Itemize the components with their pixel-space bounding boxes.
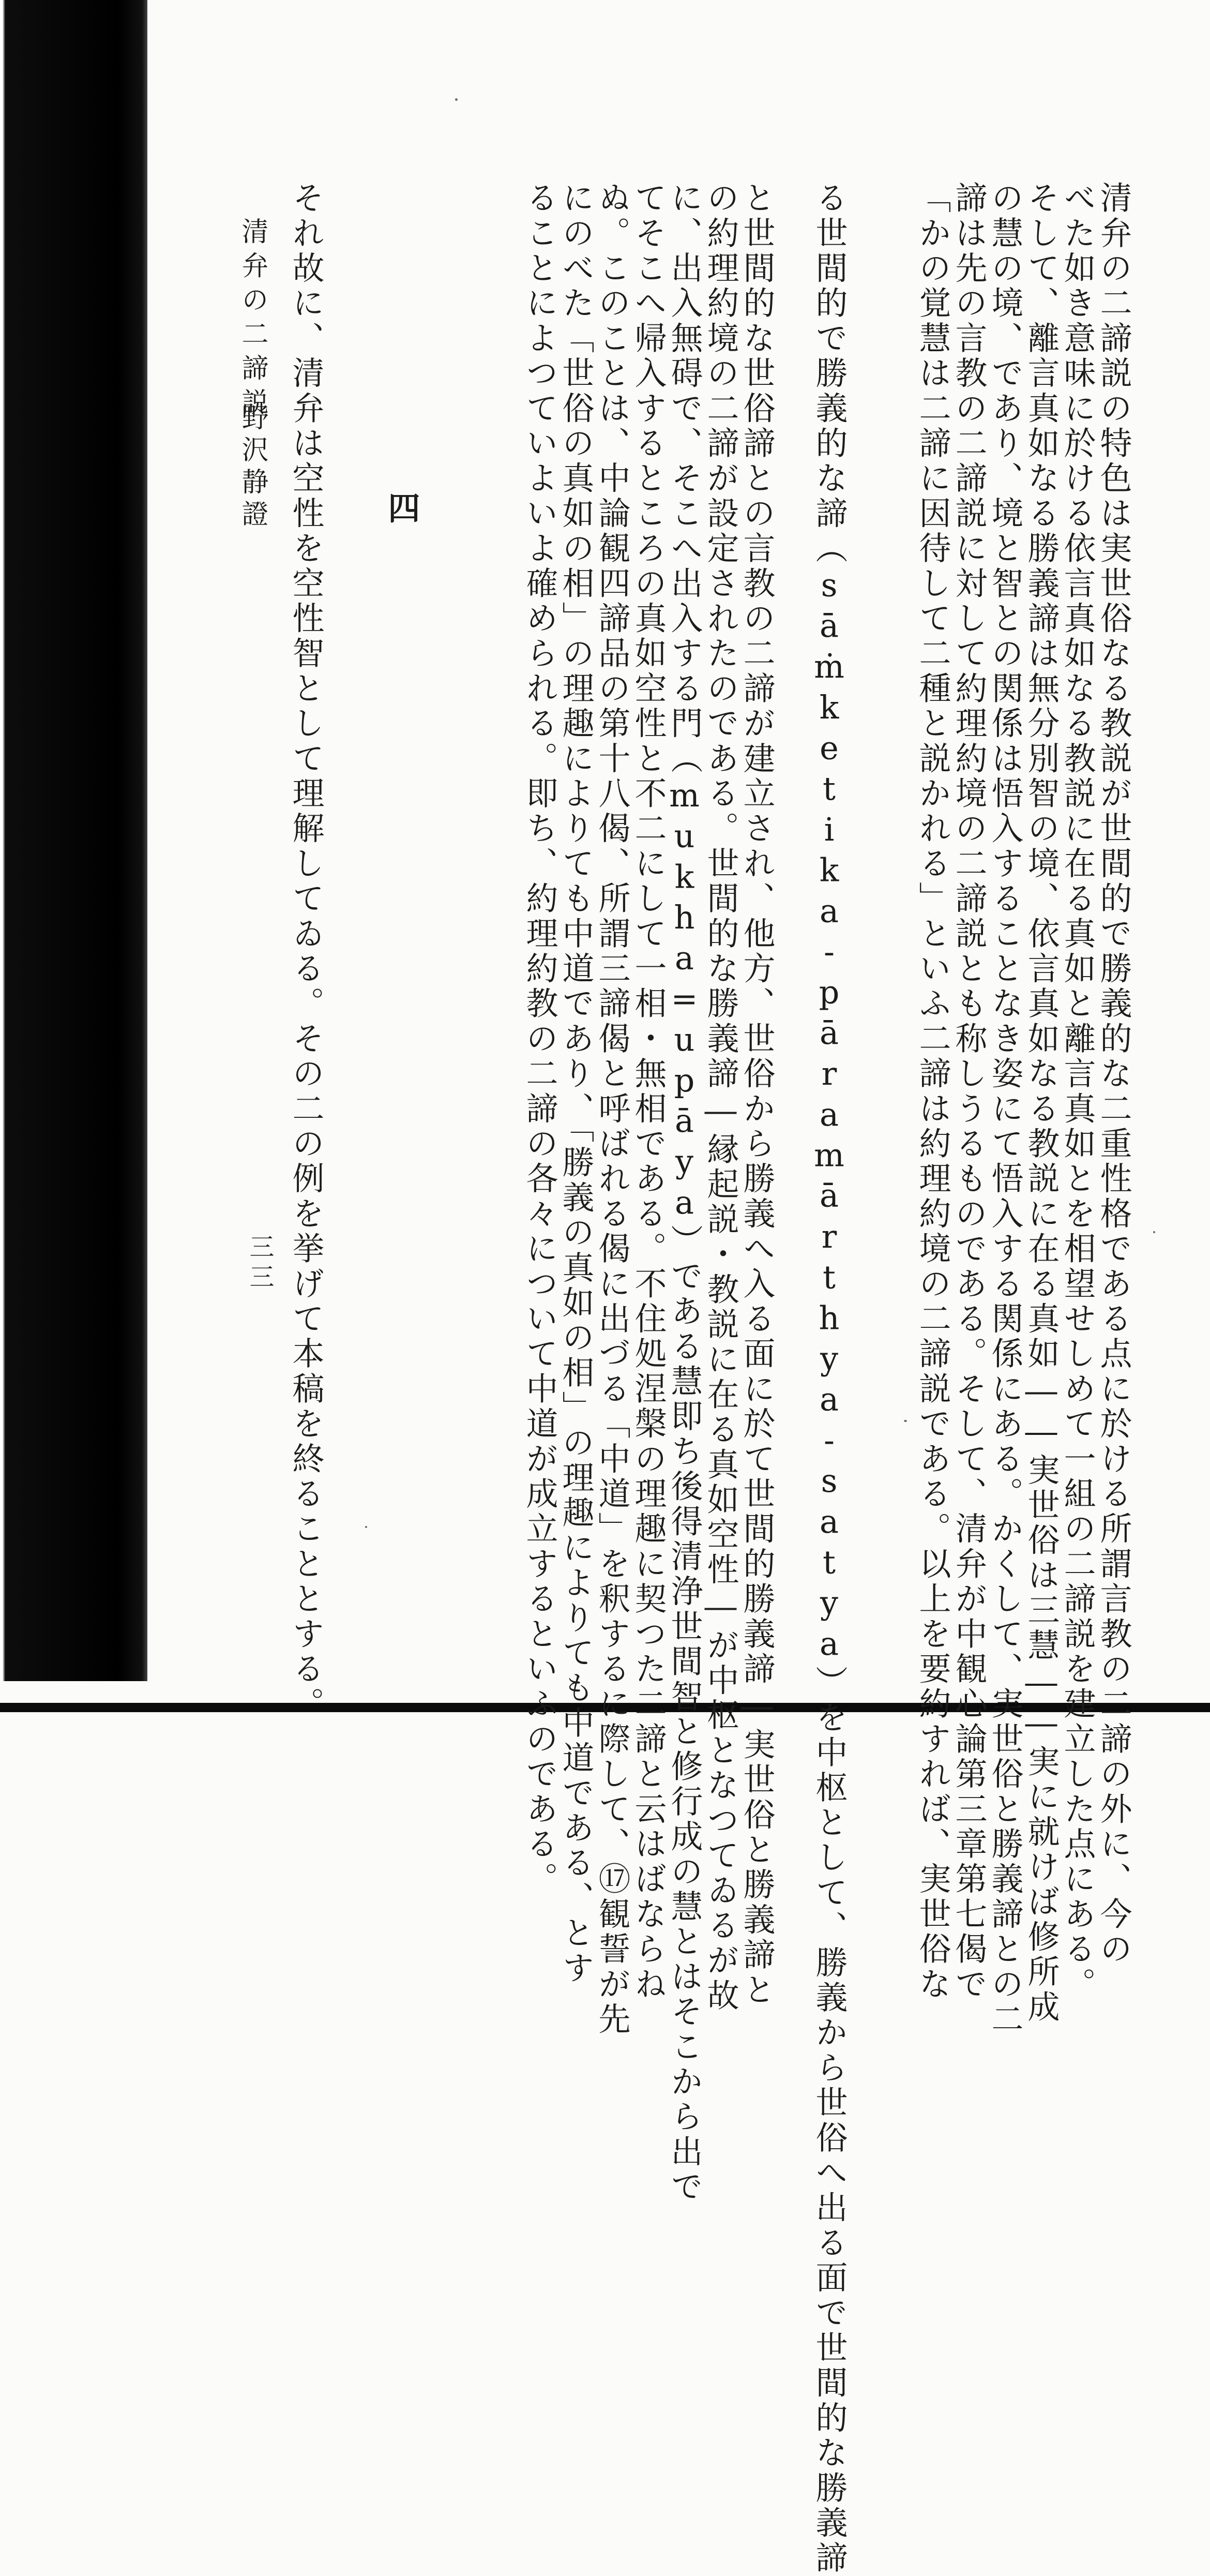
scan-speck [1153, 1231, 1155, 1233]
body-column: の約理約境の二諦が設定されたのである。世間的な勝義諦―縁起説・教説に在る真如空性―が中枢となつてゐるが故 [702, 181, 739, 2014]
body-column: る世間的で勝義的な諦（sāṁketika-pāramārthya-satya）を中枢として、勝義から世俗へ出る面で世間的な勝義諦 [810, 181, 848, 2576]
scan-speck [455, 98, 458, 101]
body-column: そして、離言真如なる勝義諦は無分別智の境、依言真如なる教説に在る真如――実世俗は三慧――実に就けば修所成 [1022, 181, 1060, 2025]
scan-speck [904, 1420, 907, 1422]
closing-text: それ故に、清弁は空性を空性智として理解してゐる。その二の例を挙げて本稿を終ることとする。 [287, 181, 325, 1722]
body-column: 清弁の二諦説の特色は実世俗なる教説が世間的で勝義的な二重性格である点に於ける所謂言教の二諦の外に、今の [1095, 181, 1132, 1967]
body-column: に、出入無碍で、そこへ出入する門（mukha=upāya）である慧即ち後得清浄世間智と修行成の慧とはそこから出で [666, 181, 703, 2205]
page-number: 三三 [245, 1234, 274, 1294]
body-column: ることによつていよいよ確められる。即ち、約理約教の二諦の各々について中道が成立するといふのである。 [521, 181, 558, 1897]
section-number: 四 [383, 491, 420, 523]
scan-speck [365, 1526, 367, 1528]
footer-author: 野沢静證 [237, 403, 268, 532]
scanned-binding-edge [0, 0, 147, 1681]
body-column: 「かの覚慧は二諦に因待して二種と説かれる」といふ二諦は約理約境の二諦説である。以上を要約すれば、実世俗な [914, 181, 951, 2002]
body-column: の慧の境、であり、境と智との関係は悟入することなき姿にて悟入する関係にある。かくして、実世俗と勝義諦との二 [986, 181, 1024, 2038]
body-column: てそこへ帰入するところの真如空性と不二にして一相・無相である。不住処涅槃の理趣に契つた二諦と云はばならね [629, 181, 667, 2002]
body-column: にのべた「世俗の真如の相」の理趣によりても中道であり、「勝義の真如の相」の理趣によりても中道である、とす [557, 181, 595, 1986]
body-column: と世間的な世俗諦との言教の二諦が建立され、他方、世俗から勝義へ入る面に於て世間的勝義諦―実世俗と勝義諦と [738, 181, 776, 2008]
body-column: ぬ。このことは、中論観四諦品の第十八偈、所謂三諦偈と呼ばれる偈に出づる「中道」を釈するに際して、⑰観誓が先 [593, 181, 631, 2038]
footer-title: 清弁の二諦説 [237, 217, 268, 422]
body-column: べた如き意味に於ける依言真如なる教説に在る真如と離言真如とを相望せしめて一組の二諦説を建立した点にある。 [1058, 181, 1096, 2002]
body-column: 諦は先の言教の二諦説に対して約理約境の二諦説とも称しうるものである。そして、清弁が中観心論第三章第七偈で [950, 181, 988, 2002]
